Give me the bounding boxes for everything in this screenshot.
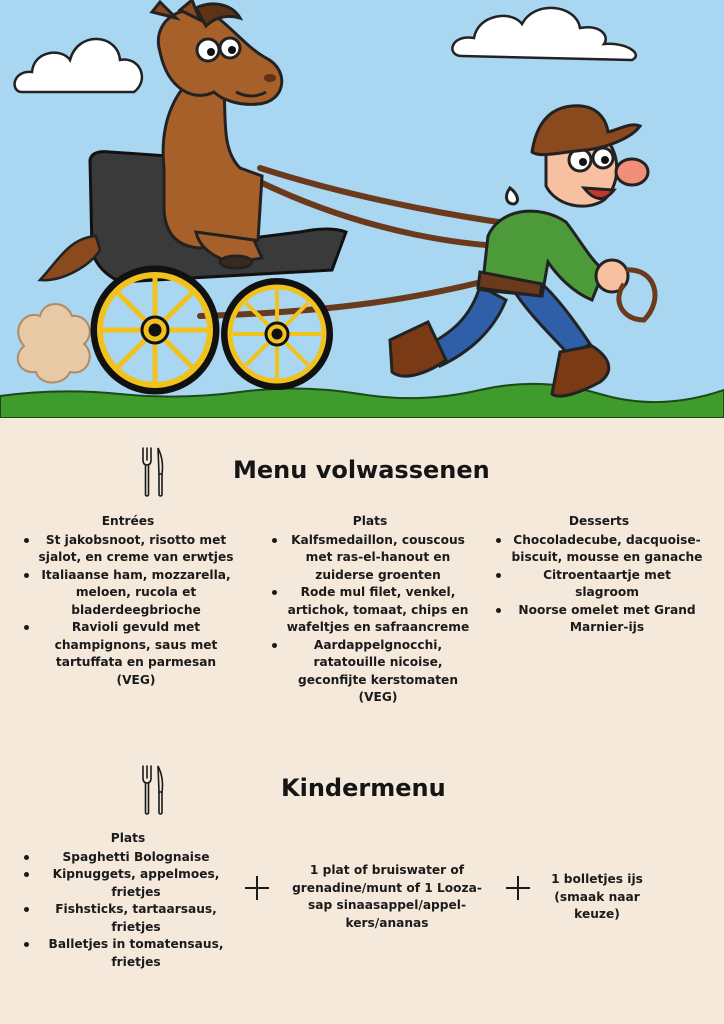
list-item: Noorse omelet met Grand Marnier-ijs xyxy=(494,602,704,637)
entrees-heading: Entrées xyxy=(101,514,155,528)
fork-knife-icon xyxy=(140,764,166,816)
list-item: Kalfsmedaillon, couscous met ras-el-hanout en zuiderse groenten xyxy=(270,532,470,585)
plats-list xyxy=(270,532,470,707)
desserts-heading: Desserts xyxy=(568,514,630,528)
adult-entrees-column xyxy=(22,513,234,689)
fork-knife-icon xyxy=(140,446,166,498)
list-item: Citroentaartje met slagroom xyxy=(494,567,704,602)
adult-desserts-column xyxy=(494,513,704,637)
list-item: Ravioli gevuld met champignons, saus met tartuffata en parmesan (VEG) xyxy=(22,619,234,689)
kids-menu-title: Kindermenu xyxy=(281,774,446,802)
list-item: Italiaanse ham, mozzarella, meloen, rucola et bladerdeegbrioche xyxy=(22,567,234,620)
list-item: Spaghetti Bolognaise xyxy=(22,849,234,867)
kids-drink-text: 1 plat of bruiswater of grenadine/munt of 1 Looza-sap sinaasappel/appel-kers/ananas xyxy=(292,863,482,930)
list-item: Fishsticks, tartaarsaus, frietjes xyxy=(22,901,234,936)
desserts-list xyxy=(494,532,704,637)
list-item: St jakobsnoot, risotto met sjalot, en creme van erwtjes xyxy=(22,532,234,567)
kids-plats-column xyxy=(22,830,234,971)
cart-wheel-small-icon xyxy=(225,282,329,386)
entrees-list xyxy=(22,532,234,690)
list-item: Rode mul filet, venkel, artichok, tomaat, chips en wafeltjes en safraancreme xyxy=(270,584,470,637)
header-illustration xyxy=(0,0,724,418)
kids-plats-heading: Plats xyxy=(110,831,146,845)
kids-dessert-text: 1 bolletjes ijs (smaak naar keuze) xyxy=(551,872,643,921)
plus-icon xyxy=(245,876,269,900)
cart-wheel-large-icon xyxy=(95,270,215,390)
adult-menu-title: Menu volwassenen xyxy=(233,456,490,484)
plats-heading: Plats xyxy=(352,514,388,528)
kids-plats-list xyxy=(22,849,234,972)
list-item: Kipnuggets, appelmoes, frietjes xyxy=(22,866,234,901)
dust-cloud-icon xyxy=(18,304,90,383)
plus-icon xyxy=(506,876,530,900)
kids-menu-header xyxy=(0,764,724,824)
list-item: Balletjes in tomatensaus, frietjes xyxy=(22,936,234,971)
adult-plats-column xyxy=(270,513,470,707)
adult-menu-header xyxy=(0,446,724,506)
list-item: Aardappelgnocchi, ratatouille nicoise, geconfijte kerstomaten (VEG) xyxy=(270,637,470,707)
horse-in-cart-pulled-by-man-illustration xyxy=(0,0,724,418)
list-item: Chocoladecube, dacquoise-biscuit, mousse en ganache xyxy=(494,532,704,567)
